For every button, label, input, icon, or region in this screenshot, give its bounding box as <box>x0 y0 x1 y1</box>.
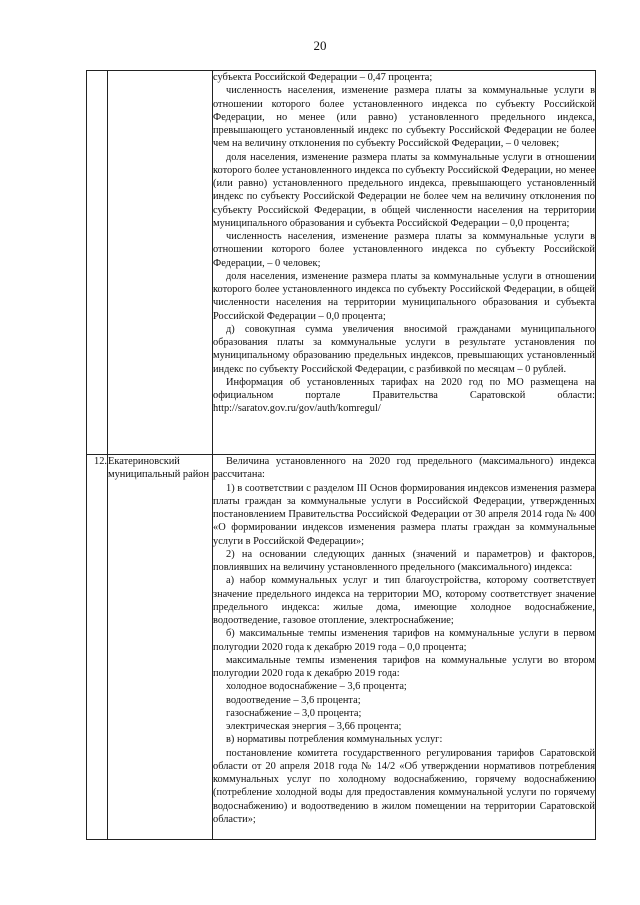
row-number-cell <box>87 71 108 455</box>
paragraph: Величина установленного на 2020 год предельного (максимального) индекса рассчитана: <box>213 456 595 481</box>
paragraph: холодное водоснабжение – 3,6 процента; <box>226 681 407 693</box>
paragraph: в) нормативы потребления коммунальных услуг: <box>226 734 443 746</box>
municipality-name-cell <box>108 71 213 455</box>
description-cell <box>213 455 596 840</box>
description-cell <box>213 71 596 455</box>
paragraph: б) максимальные темпы изменения тарифов на коммунальные услуги в первом полугодии 2020 года к декабрю 2019 года – 0,0 процента; <box>213 628 595 653</box>
paragraph: водоотведение – 3,6 процента; <box>226 694 361 706</box>
row-number-cell: 12. <box>87 455 108 840</box>
tariff-info-paragraph: Информация об установленных тарифах на 2020 год по МО размещена на официальном портале Правительства Саратовской области: http://saratov.gov.ru/gov/auth/komregul/ <box>213 376 595 415</box>
paragraph: субъекта Российской Федерации – 0,47 процента; <box>213 72 433 83</box>
table-row <box>87 455 596 840</box>
paragraph: максимальные темпы изменения тарифов на коммунальные услуги во втором полугодии 2020 года к декабрю 2019 года: <box>213 654 595 679</box>
paragraph: газоснабжение – 3,0 процента; <box>226 707 362 719</box>
paragraph: 1) в соответствии с разделом III Основ формирования индексов изменения размера платы граждан за коммунальные услуги в Российской Федерации, утвержденных постановлением Правительства Российской Федерации от 30 апреля 2014 года № 400 «О формировании индексов изменения размера платы граждан за коммунальные услуги в Российской Федерации»; <box>213 482 595 547</box>
page-number: 20 <box>313 38 327 53</box>
paragraph: а) набор коммунальных услуг и тип благоустройства, которому соответствует значение предельного индекса на территории МО, которому соответствует значение предельного индекса: жилые дома, имеющие холодное водоснабжение, водоотведение, газовое отопление, электроснабжение; <box>213 575 595 626</box>
municipality-name-cell: Екатериновский муниципальный район <box>108 455 213 840</box>
table-row <box>87 71 596 455</box>
paragraph: электрическая энергия – 3,66 процента; <box>226 721 402 732</box>
paragraph: доля населения, изменение размера платы за коммунальные услуги в отношении которого более установленного индекса по субъекту Российской Федерации, но менее (или равно) установленного предельного индекса, превышающего установленный индекс по субъекту Российской Федерации не более чем на величину отклонения по субъекту Российской Федерации, в общей численности населения на территории муниципального образования и субъекта Российской Федерации – 0,0 процента; <box>213 151 595 229</box>
paragraph: 2) на основании следующих данных (значений и параметров) и факторов, повлиявших на величину установленного предельного (максимального) индекса: <box>213 548 595 573</box>
paragraph: численность населения, изменение размера платы за коммунальные услуги в отношении которого более установленного индекса по субъекту Российской Федерации, но менее (или равно) установленного предельного индекса, превышающего установленный индекс по субъекту Российской Федерации не более чем на величину отклонения по субъекту Российской Федерации, – 0 человек; <box>213 85 595 150</box>
paragraph: д) совокупная сумма увеличения вносимой гражданами муниципального образования платы за коммунальные услуги в результате установления по муниципальному образованию предельных индексов, превышающих установленный индекс по субъекту Российской Федерации, с разбивкой по месяцам – 0 рублей. <box>213 323 595 375</box>
tariff-index-table <box>86 70 596 840</box>
paragraph: постановление комитета государственного регулирования тарифов Саратовской области от 20 апреля 2018 года № 14/2 «Об утверждении нормативов потребления коммунальных услуг по холодному водоснабжению, горячему водоснабжению (потребление холодной воды для предоставления коммунальной услуги по горячему водоснабжению) и водоотведению в жилом помещении на территории Саратовской области»; <box>213 747 595 825</box>
paragraph: численность населения, изменение размера платы за коммунальные услуги в отношении которого более установленного индекса по субъекту Российской Федерации, – 0 человек; <box>213 231 595 269</box>
paragraph: доля населения, изменение размера платы за коммунальные услуги в отношении которого более установленного индекса по субъекту Российской Федерации, в общей численности населения на территории муниципального образования и субъекта Российской Федерации – 0,0 процента; <box>213 270 595 322</box>
